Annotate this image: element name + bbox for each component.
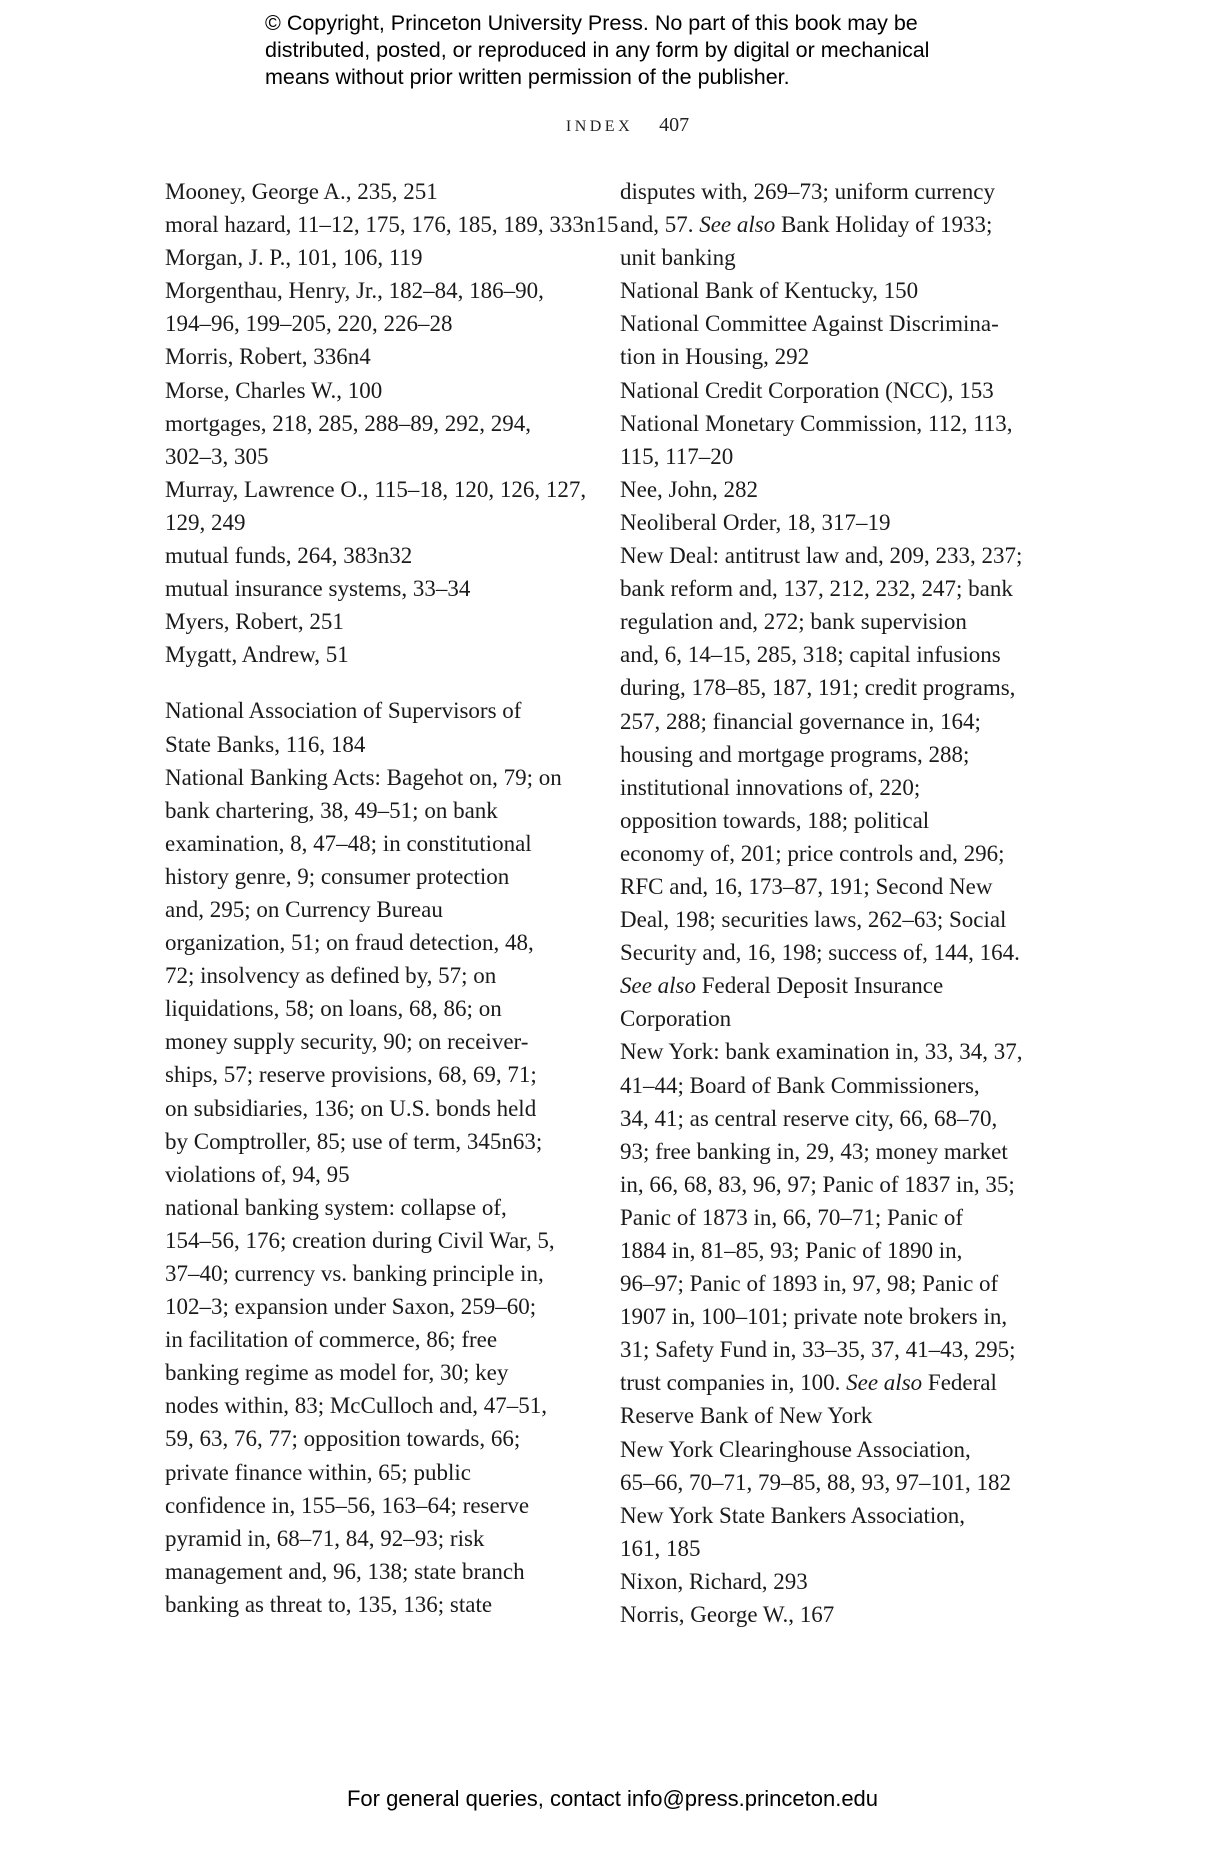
see-also-label: See also — [620, 973, 697, 999]
index-entry-line: 1907 in, 100–101; private note brokers in, — [620, 1304, 1008, 1330]
index-entry — [620, 274, 1030, 307]
index-entry — [620, 473, 1030, 506]
index-entry-line: 34, 41; as central reserve city, 66, 68–70, — [620, 1105, 998, 1131]
index-entry-line: Mooney, George A., 235, 251 — [165, 179, 438, 204]
index-entry — [620, 1035, 1030, 1432]
index-entry-line: Security and, 16, 198; success of, 144, 164. — [620, 940, 1020, 966]
index-entry-line: national banking system: collapse of, — [165, 1194, 507, 1220]
index-entry-line: See also Federal Deposit Insurance — [620, 973, 944, 999]
index-entry-line: and, 6, 14–15, 285, 318; capital infusions — [620, 642, 1001, 668]
index-entry-line: ships, 57; reserve provisions, 68, 69, 71; — [165, 1062, 537, 1088]
index-entry-line: management and, 96, 138; state branch — [165, 1558, 525, 1584]
index-entry-line: and, 295; on Currency Bureau — [165, 896, 443, 922]
copyright-line: © Copyright, Princeton University Press. No part of this book may be — [265, 11, 918, 35]
index-entry — [165, 208, 619, 241]
index-entry-line: housing and mortgage programs, 288; — [620, 741, 970, 767]
index-entry-line: examination, 8, 47–48; in constitutional — [165, 830, 532, 856]
index-entry — [165, 473, 587, 539]
index-entry-line: 59, 63, 76, 77; opposition towards, 66; — [165, 1426, 521, 1452]
index-entry-line: Neoliberal Order, 18, 317–19 — [620, 509, 891, 535]
copyright-notice — [265, 10, 1025, 91]
index-entry — [165, 1191, 565, 1621]
index-entry-line: 257, 288; financial governance in, 164; — [620, 708, 981, 734]
index-entry-line: New York: bank examination in, 33, 34, 37, — [620, 1039, 1023, 1065]
index-entry-line: on subsidiaries, 136; on U.S. bonds held — [165, 1095, 537, 1121]
index-entry-line: 41–44; Board of Bank Commissioners, — [620, 1072, 980, 1098]
index-entry — [620, 175, 1030, 274]
index-entry-line: 65–66, 70–71, 79–85, 88, 93, 97–101, 182 — [620, 1469, 1011, 1495]
index-entry-line: 1884 in, 81–85, 93; Panic of 1890 in, — [620, 1238, 963, 1263]
index-column-left — [165, 175, 619, 1621]
index-entry-line: money supply security, 90; on receiver- — [165, 1029, 529, 1055]
index-entry-line: Nixon, Richard, 293 — [620, 1568, 808, 1594]
index-entry-line: regulation and, 272; bank supervision — [620, 609, 967, 635]
index-entry — [620, 407, 1030, 473]
running-head-label: INDEX — [565, 118, 634, 135]
index-entry-line: Morse, Charles W., 100 — [165, 377, 383, 403]
index-entry-line: Nee, John, 282 — [620, 476, 758, 502]
index-entry-line: 102–3; expansion under Saxon, 259–60; — [165, 1294, 537, 1320]
index-entry-line: 194–96, 199–205, 220, 226–28 — [165, 311, 453, 337]
index-entry — [165, 374, 565, 407]
index-entry-line: confidence in, 155–56, 163–64; reserve — [165, 1492, 530, 1518]
index-entry-line: 302–3, 305 — [165, 443, 269, 469]
index-entry — [165, 175, 565, 208]
index-entry — [165, 761, 565, 1191]
index-entry — [165, 572, 565, 605]
index-entry-line: New York Clearinghouse Association, — [620, 1436, 971, 1462]
index-entry-line: State Banks, 116, 184 — [165, 731, 366, 757]
index-entry-line: disputes with, 269–73; uniform currency — [620, 179, 995, 204]
index-entry-line: New Deal: antitrust law and, 209, 233, 237; — [620, 543, 1023, 569]
index-entry — [165, 241, 565, 274]
index-entry — [620, 1598, 1030, 1631]
index-entry-line: nodes within, 83; McCulloch and, 47–51, — [165, 1393, 548, 1419]
index-entry — [165, 340, 565, 373]
index-entry-line: Deal, 198; securities laws, 262–63; Social — [620, 907, 1007, 933]
running-head — [0, 114, 1225, 137]
index-entry — [165, 539, 565, 572]
index-entry-line: 115, 117–20 — [620, 443, 734, 469]
index-entry-line: Morris, Robert, 336n4 — [165, 344, 371, 370]
index-entry-line: Morgenthau, Henry, Jr., 182–84, 186–90, — [165, 278, 544, 304]
index-entry-line: economy of, 201; price controls and, 296; — [620, 840, 1005, 866]
index-entry — [620, 539, 1030, 1035]
see-also-label: See also — [699, 212, 776, 238]
index-entry-line: Mygatt, Andrew, 51 — [165, 642, 349, 668]
index-entry-line: Reserve Bank of New York — [620, 1403, 873, 1429]
index-entry-line: institutional innovations of, 220; — [620, 774, 921, 800]
index-entry-line: pyramid in, 68–71, 84, 92–93; risk — [165, 1525, 485, 1551]
index-entry-line: bank chartering, 38, 49–51; on bank — [165, 797, 498, 823]
footer-contact: For general queries, contact info@press.princeton.edu — [346, 1786, 879, 1811]
index-entry-line: Morgan, J. P., 101, 106, 119 — [165, 245, 423, 271]
index-entry-line: Panic of 1873 in, 66, 70–71; Panic of — [620, 1204, 964, 1230]
letter-group-gap — [165, 671, 565, 694]
index-entry-line: National Banking Acts: Bagehot on, 79; on — [165, 764, 562, 790]
index-entry-line: mortgages, 218, 285, 288–89, 292, 294, — [165, 410, 532, 436]
index-entry — [165, 274, 565, 340]
index-entry-line: history genre, 9; consumer protection — [165, 863, 510, 889]
index-entry-line: 154–56, 176; creation during Civil War, 5, — [165, 1227, 555, 1253]
index-entry-line: 161, 185 — [620, 1535, 701, 1561]
index-entry-line: National Committee Against Discrimina- — [620, 311, 999, 337]
index-entry — [620, 307, 1030, 373]
index-entry-line: 93; free banking in, 29, 43; money market — [620, 1138, 1008, 1164]
index-entry-line: 129, 249 — [165, 509, 246, 535]
index-entry-line: National Monetary Commission, 112, 113, — [620, 410, 1013, 436]
index-entry-line: Murray, Lawrence O., 115–18, 120, 126, 127, — [165, 476, 587, 502]
index-entry-line: in facilitation of commerce, 86; free — [165, 1327, 498, 1353]
index-entry-line: organization, 51; on fraud detection, 48, — [165, 930, 534, 956]
index-column-right — [620, 175, 1030, 1631]
index-entry — [620, 1565, 1030, 1598]
see-also-label: See also — [846, 1370, 923, 1396]
index-entry — [165, 638, 565, 671]
index-entry-line: private finance within, 65; public — [165, 1459, 471, 1485]
index-entry-line: 31; Safety Fund in, 33–35, 37, 41–43, 295; — [620, 1337, 1016, 1363]
index-entry-line: 72; insolvency as defined by, 57; on — [165, 963, 497, 989]
index-entry-line: liquidations, 58; on loans, 68, 86; on — [165, 996, 502, 1022]
index-entry-line: trust companies in, 100. See also Federal — [620, 1370, 997, 1396]
index-entry — [165, 605, 565, 638]
index-entry-line: banking regime as model for, 30; key — [165, 1360, 509, 1386]
copyright-line: distributed, posted, or reproduced in any form by digital or mechanical — [265, 38, 930, 62]
index-entry — [620, 374, 1030, 407]
index-entry-line: 96–97; Panic of 1893 in, 97, 98; Panic of — [620, 1271, 999, 1297]
index-entry-line: violations of, 94, 95 — [165, 1161, 350, 1187]
index-entry-line: Myers, Robert, 251 — [165, 609, 344, 635]
index-entry-line: Corporation — [620, 1006, 732, 1032]
index-entry-line: during, 178–85, 187, 191; credit programs, — [620, 675, 1016, 701]
index-entry-line: tion in Housing, 292 — [620, 344, 810, 370]
index-entry-line: and, 57. See also Bank Holiday of 1933; — [620, 212, 993, 238]
index-entry-line: in, 66, 68, 83, 96, 97; Panic of 1837 in, 35; — [620, 1171, 1015, 1197]
index-entry — [620, 1433, 1030, 1499]
index-entry — [165, 407, 565, 473]
index-entry — [165, 694, 565, 760]
copyright-line: means without prior written permission of the publisher. — [265, 65, 790, 89]
index-entry-line: banking as threat to, 135, 136; state — [165, 1591, 493, 1617]
index-entry-line: by Comptroller, 85; use of term, 345n63; — [165, 1128, 543, 1154]
index-entry — [620, 1499, 1030, 1565]
index-entry-line: National Bank of Kentucky, 150 — [620, 278, 919, 304]
index-entry-line: RFC and, 16, 173–87, 191; Second New — [620, 873, 993, 899]
index-entry-line: opposition towards, 188; political — [620, 807, 930, 833]
index-entry-line: mutual funds, 264, 383n32 — [165, 543, 413, 569]
index-entry-line: bank reform and, 137, 212, 232, 247; bank — [620, 576, 1013, 602]
page-number: 407 — [659, 114, 690, 136]
index-entry-line: Norris, George W., 167 — [620, 1602, 835, 1628]
index-entry-line: mutual insurance systems, 33–34 — [165, 576, 471, 602]
index-entry — [620, 506, 1030, 539]
index-entry-line: National Credit Corporation (NCC), 153 — [620, 377, 994, 403]
index-entry-line: New York State Bankers Association, — [620, 1502, 965, 1528]
index-entry-line: moral hazard, 11–12, 175, 176, 185, 189, 333n15 — [165, 212, 619, 238]
index-entry-line: unit banking — [620, 245, 736, 271]
index-entry-line: National Association of Supervisors of — [165, 698, 522, 724]
index-entry-line: 37–40; currency vs. banking principle in, — [165, 1261, 544, 1286]
